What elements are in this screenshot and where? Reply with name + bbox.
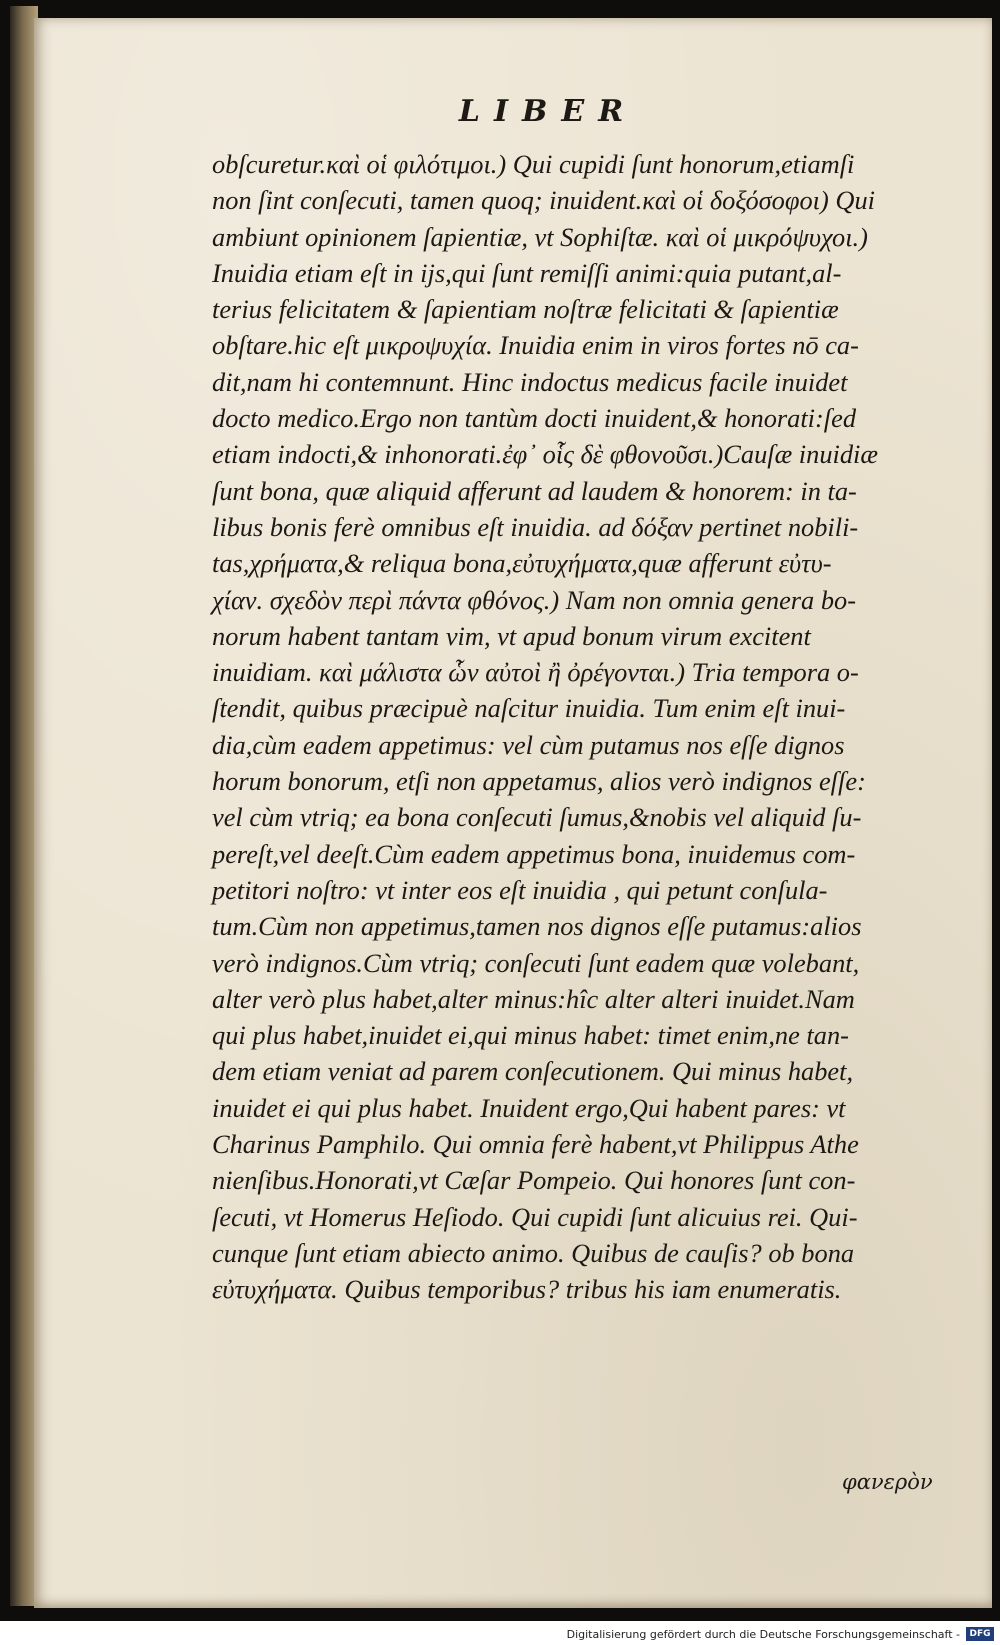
- text-line: tas,χρήματα,& reliqua bona,εὐτυχήματα,quæ afferunt εὐτυ-: [212, 548, 832, 579]
- text-line: obſtare.hic eſt μικροψυχία. Inuidia enim in viros fortes nō ca-: [212, 330, 859, 361]
- dfg-logo: DFG: [966, 1627, 994, 1641]
- text-line: terius felicitatem & ſapientiam noſtræ felicitati & ſapientiæ: [212, 294, 839, 325]
- running-head: LIBER: [458, 94, 638, 129]
- text-line: εὐτυχήματα. Quibus temporibus? tribus his iam enumeratis.: [212, 1274, 842, 1305]
- text-line: non ſint conſecuti, tamen quoq; inuident.καὶ οἱ δοξόσοφοι) Qui: [212, 185, 875, 216]
- text-line: nienſibus.Honorati,vt Cæſar Pompeio. Qui honores ſunt con-: [212, 1165, 856, 1196]
- text-line: inuidet ei qui plus habet. Inuident ergo,Qui habent pares: vt: [212, 1092, 846, 1123]
- text-line: dem etiam veniat ad parem conſecutionem. Qui minus habet,: [212, 1056, 854, 1087]
- text-line: ambiunt opinionem ſapientiæ, vt Sophiſtæ. καὶ οἱ μικρόψυχοι.): [212, 221, 868, 252]
- body-text: [212, 146, 972, 1308]
- text-line: alter verò plus habet,alter minus:hîc alter alteri inuidet.Nam: [212, 983, 855, 1014]
- text-line: dit,nam hi contemnunt. Hinc indoctus medicus facile inuidet: [212, 366, 848, 397]
- text-line: ſecuti, vt Homerus Heſiodo. Qui cupidi ſunt alicuius rei. Qui-: [212, 1201, 858, 1232]
- text-line: obſcuretur.καὶ οἱ φιλότιμοι.) Qui cupidi ſunt honorum,etiamſi: [212, 149, 855, 179]
- text-line: inuidiam. καὶ μάλιστα ὧν αὐτοὶ ἢ ὀρέγονται.) Tria tempora o-: [212, 657, 859, 688]
- text-line: vel cùm vtriq; ea bona conſecuti ſumus,&nobis vel aliquid ſu-: [212, 802, 862, 833]
- text-line: ſtendit, quibus præcipuè naſcitur inuidia. Tum enim eſt inui-: [212, 693, 846, 724]
- book-page: [34, 18, 992, 1608]
- text-line: Charinus Pamphilo. Qui omnia ferè habent,vt Philippus Athe: [212, 1129, 859, 1160]
- footer-credit: Digitalisierung gefördert durch die Deutsche Forschungsgemeinschaft -: [566, 1628, 960, 1641]
- text-line: ſunt bona, quæ aliquid afferunt ad laudem & honorem: in ta-: [212, 475, 857, 506]
- catchword: φανερὸν: [842, 1470, 933, 1494]
- text-line: petitori noſtro: vt inter eos eſt inuidia , qui petunt conſula-: [212, 874, 828, 905]
- text-line: χίαν. σχεδὸν περὶ πάντα φθόνος.) Nam non omnia genera bo-: [212, 584, 857, 615]
- text-line: qui plus habet,inuidet ei,qui minus habet: timet enim,ne tan-: [212, 1020, 849, 1051]
- text-line: tum.Cùm non appetimus,tamen nos dignos eſſe putamus:alios: [212, 911, 862, 942]
- text-line: pereſt,vel deeſt.Cùm eadem appetimus bona, inuidemus com-: [212, 838, 856, 869]
- text-line: verò indignos.Cùm vtriq; conſecuti ſunt eadem quæ volebant,: [212, 947, 860, 978]
- text-line: horum bonorum, etſi non appetamus, alios verò indignos eſſe:: [212, 766, 866, 797]
- text-line: libus bonis ferè omnibus eſt inuidia. ad δόξαν pertinet nobili-: [212, 511, 859, 542]
- text-line: dia,cùm eadem appetimus: vel cùm putamus nos eſſe dignos: [212, 729, 845, 760]
- text-line: docto medico.Ergo non tantùm docti inuident,& honorati:ſed: [212, 403, 857, 434]
- text-line: Inuidia etiam eſt in ijs,qui ſunt remiſſi animi:quia putant,al-: [212, 257, 842, 288]
- text-line: etiam indocti,& inhonorati.ἐφ᾽ οἷς δὲ φθονοῦσι.)Cauſæ inuidiæ: [212, 439, 878, 470]
- text-line: cunque ſunt etiam abiecto animo. Quibus de cauſis? ob bona: [212, 1237, 855, 1268]
- footer-bar: [0, 1621, 1000, 1645]
- text-line: norum habent tantam vim, vt apud bonum virum excitent: [212, 620, 811, 651]
